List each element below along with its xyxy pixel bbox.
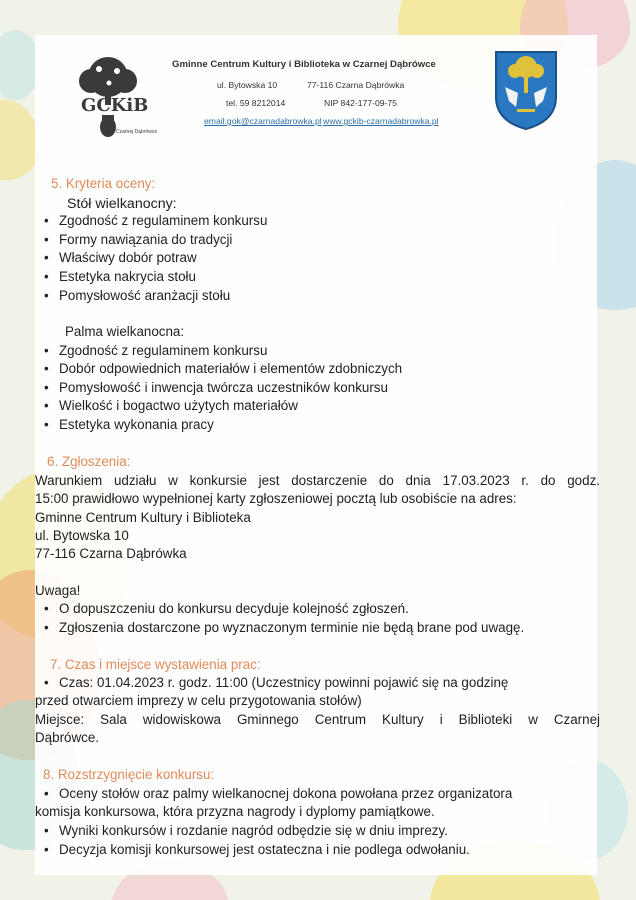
list-item: • Zgodność z regulaminem konkursu [59,212,267,230]
list-item: • Oceny stołów oraz palmy wielkanocnej dokona powołana przez organizatora [59,785,512,803]
address-line-1: Gminne Centrum Kultury i Biblioteka [35,510,251,525]
list-item: • O dopuszczeniu do konkursu decyduje kolejność zgłoszeń. [59,600,409,618]
document-page [35,35,600,875]
easter-egg-yellow-left [0,100,40,180]
list-item: • Wielkość i bogactwo użytych materiałów [59,397,298,415]
list-item: • Zgodność z regulaminem konkursu [59,342,267,360]
logo-text: GCKiB [81,95,149,116]
bunny-shape-left-top [0,30,40,100]
logo-subtext: w Czarnej Dąbrówce [111,129,158,135]
list-item: • Estetyka nakrycia stołu [59,268,196,286]
submission-text-line-2: 15:00 prawidłowo wypełnionej karty zgłoszeniowej pocztą lub osobiście na adres: [35,491,517,506]
website-link[interactable]: www.gckib-czarnadabrowka.pl [323,116,439,126]
note-title: Uwaga! [35,583,81,598]
time-text-line-2: przed otwarciem imprezy w celu przygotowania stołów) [35,693,362,708]
phone-number: tel. 59 8212014 [226,98,286,108]
submission-text-line-1: Warunkiem udziału w konkursie jest dostarczenie do dnia 17.03.2023 r. do godz. [35,473,600,488]
list-item: • Pomysłowość aranżacji stołu [59,287,230,305]
section-8-heading: 8. Rozstrzygnięcie konkursu: [43,767,215,782]
gckib-logo [65,55,158,141]
section-6-heading: 6. Zgłoszenia: [47,454,131,469]
coat-of-arms [493,49,559,131]
place-text-line-2: Dąbrówce. [35,730,100,745]
list-item: • Estetyka wykonania pracy [59,416,214,434]
coat-of-arms-icon [493,49,559,131]
section-5-heading: 5. Kryteria oceny: [51,176,156,191]
address-line-2: ul. Bytowska 10 [35,528,129,543]
list-item: • Czas: 01.04.2023 r. godz. 11:00 (Uczestnicy powinni pojawić się na godzinę [59,674,508,692]
table-criteria-title: Stół wielkanocny: [67,196,177,212]
letterhead [35,35,597,145]
list-item: • Formy nawiązania do tradycji [59,231,232,249]
list-item: • Zgłoszenia dostarczone po wyznaczonym terminie nie będą brane pod uwagę. [59,619,524,637]
list-item: • Właściwy dobór potraw [59,249,197,267]
list-item: • Dobór odpowiednich materiałów i elementów zdobniczych [59,360,402,378]
nip-number: NIP 842-177-09-75 [324,98,397,108]
street-address: ul. Bytowska 10 [217,80,278,90]
place-text-line-1: Miejsce: Sala widowiskowa Gminnego Centrum Kultury i Biblioteki w Czarnej [35,712,600,727]
organization-name: Gminne Centrum Kultury i Biblioteka w Czarnej Dąbrówce [172,59,436,70]
list-item: • Wyniki konkursów i rozdanie nagród odbędzie się w dniu imprezy. [59,822,448,840]
section-7-heading: 7. Czas i miejsce wystawienia prac: [50,657,261,672]
postal-address: 77-116 Czarna Dąbrówka [307,80,405,90]
list-item: • Pomysłowość i inwencja twórcza uczestników konkursu [59,379,388,397]
palm-criteria-title: Palma wielkanocna: [65,324,185,339]
address-line-3: 77-116 Czarna Dąbrówka [35,546,187,561]
email-link[interactable]: email:gok@czarnadabrowka.pl [204,116,322,126]
result-text-line-2: komisja konkursowa, która przyzna nagrody i dyplomy pamiątkowe. [35,804,435,819]
list-item: • Decyzja komisji konkursowej jest ostateczna i nie podlega odwołaniu. [59,841,470,859]
